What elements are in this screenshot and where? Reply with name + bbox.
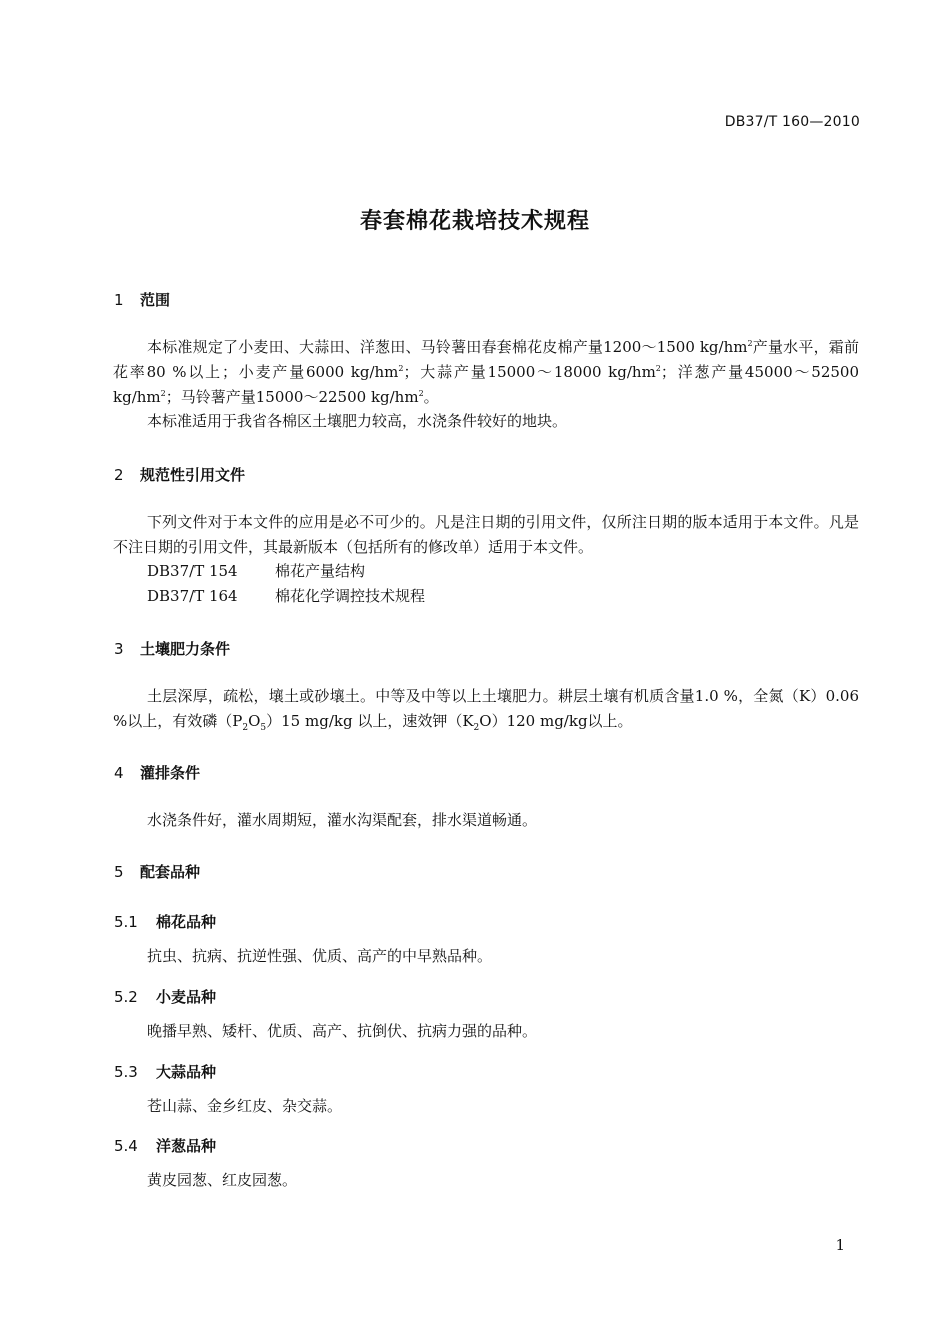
reference-item bbox=[147, 584, 425, 609]
section-title: 土壤肥力条件 bbox=[140, 640, 231, 658]
section-3-paragraph-1: 土层深厚，疏松，壤土或砂壤土。中等及中等以上土壤肥力。耕层土壤有机质含量1.0 %，全氮（K）0.06 %以上，有效磷$(P_2O_5)15$ mg/kg 以上，速效钾$(K_2O)120$ mg/kg以上。 bbox=[113, 687, 859, 733]
subsection-5-2-heading bbox=[114, 986, 216, 1007]
subsection-number: 5.1 bbox=[114, 913, 138, 931]
subsection-5-1-text: 抗虫、抗病、抗逆性强、优质、高产的中早熟品种。 bbox=[147, 947, 493, 965]
subsection-number: 5.2 bbox=[114, 988, 138, 1006]
subsection-5-3-text: 苍山蒜、金乡红皮、杂交蒜。 bbox=[147, 1097, 343, 1115]
section-1-paragraph-2: 本标准适用于我省各棉区土壤肥力较高，水浇条件较好的地块。 bbox=[147, 412, 568, 430]
subsection-5-4-heading bbox=[114, 1135, 216, 1156]
subsection-title: 小麦品种 bbox=[156, 988, 217, 1006]
reference-item bbox=[147, 559, 365, 584]
section-4-paragraph-1: 水浇条件好，灌水周期短，灌水沟渠配套，排水渠道畅通。 bbox=[147, 811, 538, 829]
subsection-5-1-heading bbox=[114, 911, 216, 932]
section-1-heading bbox=[114, 289, 170, 310]
section-2-paragraph-1: 下列文件对于本文件的应用是必不可少的。凡是注日期的引用文件，仅所注日期的版本适用于本文件。凡是不注日期的引用文件，其最新版本（包括所有的修改单）适用于本文件。 bbox=[113, 513, 859, 556]
section-5-heading bbox=[114, 861, 200, 882]
reference-code: DB37/T 164 bbox=[147, 587, 238, 605]
subsection-5-2-text: 晚播早熟、矮杆、优质、高产、抗倒伏、抗病力强的品种。 bbox=[147, 1022, 538, 1040]
section-title: 配套品种 bbox=[140, 863, 201, 881]
section-number: 2 bbox=[114, 466, 124, 484]
subsection-5-3-heading bbox=[114, 1061, 216, 1082]
subsection-title: 洋葱品种 bbox=[156, 1137, 217, 1155]
reference-code: DB37/T 154 bbox=[147, 562, 238, 580]
subsection-title: 大蒜品种 bbox=[156, 1063, 217, 1081]
page-number: 1 bbox=[835, 1236, 845, 1254]
section-number: 3 bbox=[114, 640, 124, 658]
standard-code: DB37/T 160—2010 bbox=[724, 114, 860, 130]
reference-name: 棉花产量结构 bbox=[275, 562, 366, 580]
reference-name: 棉花化学调控技术规程 bbox=[275, 587, 426, 605]
section-4-heading bbox=[114, 762, 200, 783]
subsection-number: 5.4 bbox=[114, 1137, 138, 1155]
subsection-title: 棉花品种 bbox=[156, 913, 217, 931]
section-3-heading bbox=[114, 638, 230, 659]
section-1-paragraph-1: 本标准规定了小麦田、大蒜田、洋葱田、马铃薯田春套棉花皮棉产量1200～1500 $kg/hm^2$产量水平，霜前花率80 %以上；小麦产量6000 $kg/hm^2$；大蒜产量15000～18000 $kg/hm^2$；洋葱产量45000～52500 $kg/hm^2$；马铃薯产量15000～22500 $kg/hm^2$。 bbox=[113, 338, 859, 406]
section-number: 1 bbox=[114, 291, 124, 309]
section-number: 5 bbox=[114, 863, 124, 881]
subsection-5-4-text: 黄皮园葱、红皮园葱。 bbox=[147, 1171, 298, 1189]
document-title: 春套棉花栽培技术规程 bbox=[359, 209, 590, 234]
section-title: 范围 bbox=[140, 291, 171, 309]
section-title: 规范性引用文件 bbox=[140, 466, 246, 484]
subsection-number: 5.3 bbox=[114, 1063, 138, 1081]
section-title: 灌排条件 bbox=[140, 764, 201, 782]
section-number: 4 bbox=[114, 764, 124, 782]
section-2-heading bbox=[114, 464, 245, 485]
